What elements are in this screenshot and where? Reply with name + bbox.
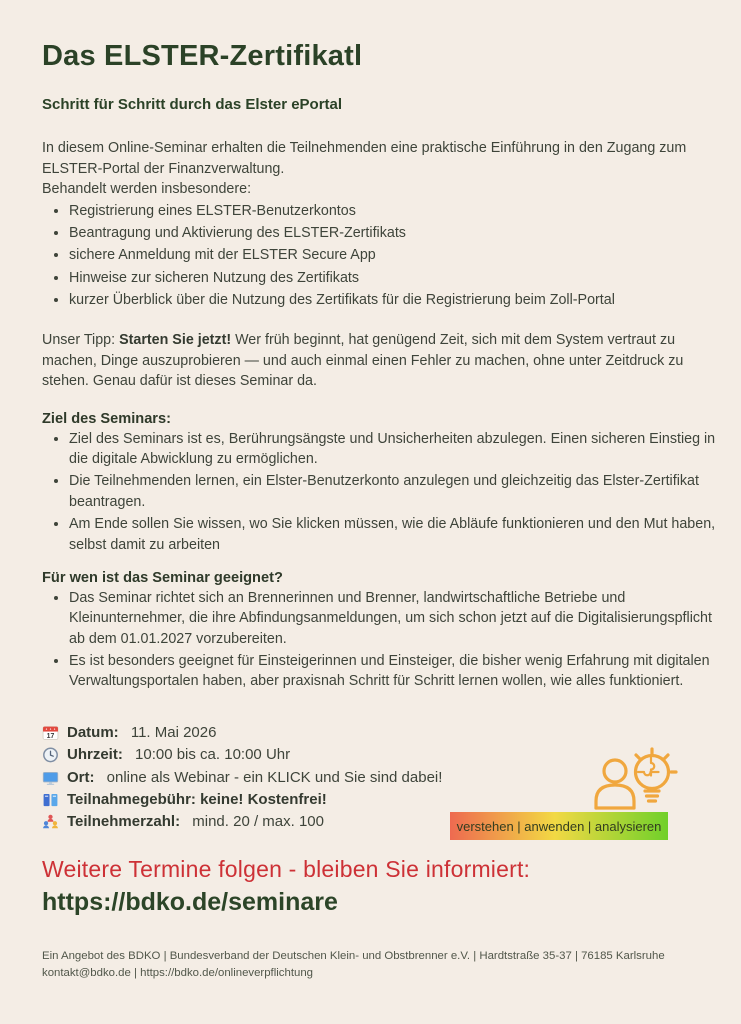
svg-text:17: 17 [46,732,55,740]
detail-value: online als Webinar - ein KLICK und Sie sind dabei! [102,768,443,786]
audience-list [42,588,717,692]
detail-label: Ort: [67,768,95,786]
calendar-icon [42,724,59,741]
goal-heading: Ziel des Seminars: [42,411,171,428]
person-lightbulb-icon [592,746,684,816]
footer-line-1: Ein Angebot des BDKO | Bundesverband der Deutschen Klein- und Obstbrenner e.V. | Hardtstraße 35-37 | 76185 Karlsruhe [42,950,665,963]
detail-label: Teilnahmegebühr: keine! Kostenfrei! [67,790,327,808]
detail-value: 10:00 bis ca. 10:00 Uhr [130,746,291,764]
detail-label: Uhrzeit: [67,746,123,764]
detail-label: Teilnehmerzahl: [67,813,181,831]
list-item: • Hinweise zur sicheren Nutzung des Zertifikats [69,268,717,289]
detail-value: 11. Mai 2026 [126,723,217,741]
intro-lead-in: Behandelt werden insbesondere: [42,181,252,198]
list-item: • Am Ende sollen Sie wissen, wo Sie klicken müssen, wie die Abläufe funktionieren und den Mut haben, selbst damit zu arbeiten [69,514,717,555]
list-item: • kurzer Überblick über die Nutzung des Zertifikats für die Registrierung beim Zoll-Portal [69,290,717,311]
topics-list [42,201,717,310]
people-icon [42,813,59,830]
clock-icon [42,746,59,763]
detail-value: mind. 20 / max. 100 [188,813,324,831]
intro-paragraph: In diesem Online-Seminar erhalten die Teilnehmenden eine praktische Einführung in den Zugang zum ELSTER-Portal der Finanzverwaltung. [42,140,687,177]
tip-highlight: Starten Sie jetzt! [119,332,232,349]
list-item: • Ziel des Seminars ist es, Berührungsängste und Unsicherheiten abzulegen. Einen sicheren Einstieg in die digitale Abwicklung zu ermöglichen. [69,429,717,470]
tip-prefix: Unser Tipp: [42,332,120,349]
footer-line-2: kontakt@bdko.de | https://bdko.de/onlineverpflichtung [42,967,313,980]
monitor-icon [42,769,59,786]
page-title: Das ELSTER-Zertifikatl [42,40,363,72]
list-item: • Registrierung eines ELSTER-Benutzerkontos [69,201,717,222]
list-item: • sichere Anmeldung mit der ELSTER Secure App [69,245,717,266]
list-item: • Beantragung und Aktivierung des ELSTER-Zertifikats [69,223,717,244]
tip-paragraph [42,330,717,392]
detail-row-date [42,721,717,743]
cta-heading: Weitere Termine folgen - bleiben Sie informiert: [42,856,531,883]
tip-rest: Wer früh beginnt, hat genügend Zeit, sich mit dem System vertraut zu machen, Dinge auszuprobieren — und auch einmal einen Fehler zu machen, ohne unter Zeitdruck zu stehen. Genau dafür ist dieses Seminar da. [42,332,684,390]
badge-label: verstehen | anwenden | analysieren [456,818,662,834]
list-item: • Das Seminar richtet sich an Brennerinnen und Brenner, landwirtschaftliche Betriebe und Kleinunternehmer, die ihre Abfindungsanmeldungen, um sich schon jetzt auf die Digitalisierungspflicht ab dem 01.01.2027 vorzubereiten. [69,588,717,650]
audience-heading: Für wen ist das Seminar geeignet? [42,570,283,587]
cta-url[interactable]: https://bdko.de/seminare [42,888,338,917]
detail-label: Datum: [67,723,119,741]
subtitle: Schritt für Schritt durch das Elster ePortal [42,96,343,113]
list-item: • Es ist besonders geeignet für Einsteigerinnen und Einsteiger, die bisher wenig Erfahrung mit digitalen Verwaltungsportalen haben, aber praxisnah Schritt für Schritt lernen wollen, wie alles funktioniert. [69,651,717,692]
list-item: • Die Teilnehmenden lernen, ein Elster-Benutzerkonto anzulegen und gleichzeitig das Elster-Zertifikat beantragen. [69,471,717,512]
competency-gradient-badge [450,812,668,840]
books-icon [42,791,59,808]
footer [42,948,717,982]
goal-list [42,429,717,556]
